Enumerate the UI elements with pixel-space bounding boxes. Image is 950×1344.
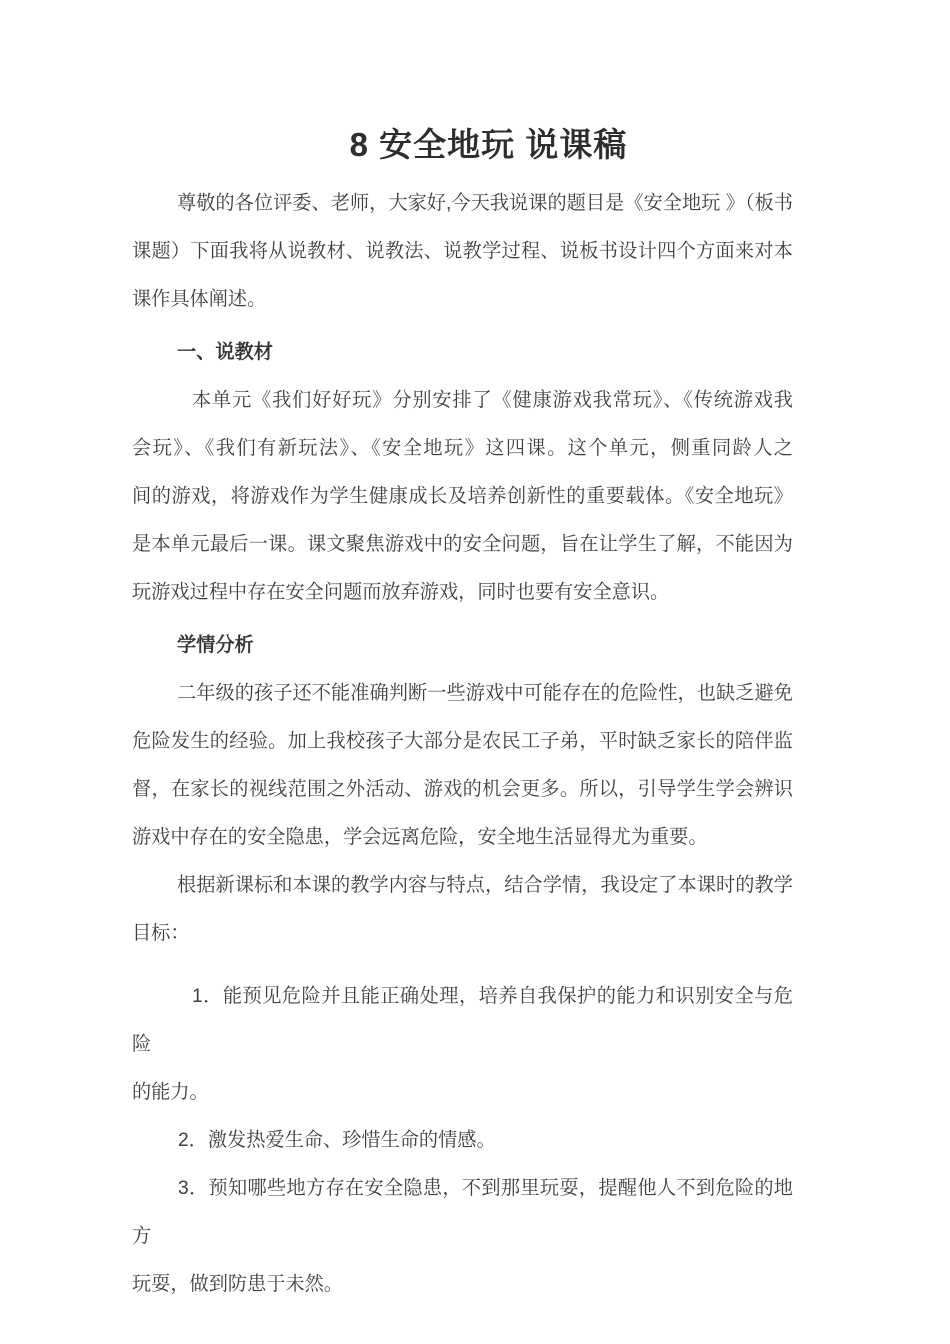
text-line: 玩游戏过程中存在安全问题而放弃游戏，同时也要有安全意识。	[132, 582, 670, 603]
text-line: 尊敬的各位评委、老师，大家好,今天我说课的题目是《安全地玩 》（板书	[177, 193, 793, 214]
document-page	[132, 0, 793, 1309]
section-heading-learner-analysis: 学情分析	[177, 635, 254, 656]
text-line: 目标：	[132, 923, 190, 944]
objective-item-1	[132, 973, 793, 1117]
objective-item-3	[132, 1165, 793, 1309]
objectives-intro-paragraph	[132, 862, 793, 958]
document-title: 8 安全地玩 说课稿	[349, 126, 628, 163]
text-line: 游戏中存在的安全隐患，学会远离危险，安全地生活显得尤为重要。	[132, 827, 708, 848]
section-heading-teaching-material: 一、说教材	[177, 342, 273, 363]
objective-item-2	[132, 1117, 793, 1165]
text-line: 二年级的孩子还不能准确判断一些游戏中可能存在的危险性，也缺乏避免	[177, 683, 793, 704]
text-line: 危险发生的经验。加上我校孩子大部分是农民工子弟，平时缺乏家长的陪伴监	[132, 731, 793, 752]
text-line: 的能力。	[132, 1082, 209, 1103]
text-line: 1．能预见危险并且能正确处理，培养自我保护的能力和识别安全与危险	[132, 986, 793, 1055]
text-line: 玩耍，做到防患于未然。	[132, 1274, 344, 1295]
teaching-material-paragraph	[132, 377, 793, 617]
text-line: 督，在家长的视线范围之外活动、游戏的机会更多。所以，引导学生学会辨识	[132, 779, 793, 800]
learner-analysis-paragraph	[132, 670, 793, 862]
text-line: 根据新课标和本课的教学内容与特点，结合学情，我设定了本课时的教学	[177, 875, 793, 896]
text-line: 间的游戏，将游戏作为学生健康成长及培养创新性的重要载体。《安全地玩》	[132, 486, 793, 507]
text-line: 会玩》、《我们有新玩法》、《安全地玩》这四课。这个单元，侧重同龄人之	[132, 438, 793, 459]
text-line: 2．激发热爱生命、珍惜生命的情感。	[178, 1130, 496, 1151]
text-line: 课作具体阐述。	[132, 289, 267, 310]
text-line: 课题）下面我将从说教材、说教法、说教学过程、说板书设计四个方面来对本	[132, 241, 793, 262]
intro-paragraph	[132, 180, 793, 324]
text-line: 3．预知哪些地方存在安全隐患，不到那里玩耍，提醒他人不到危险的地方	[132, 1178, 793, 1247]
text-line: 本单元《我们好好玩》分别安排了《健康游戏我常玩》、《传统游戏我	[192, 390, 793, 411]
text-line: 是本单元最后一课。课文聚焦游戏中的安全问题，旨在让学生了解，不能因为	[132, 534, 793, 555]
